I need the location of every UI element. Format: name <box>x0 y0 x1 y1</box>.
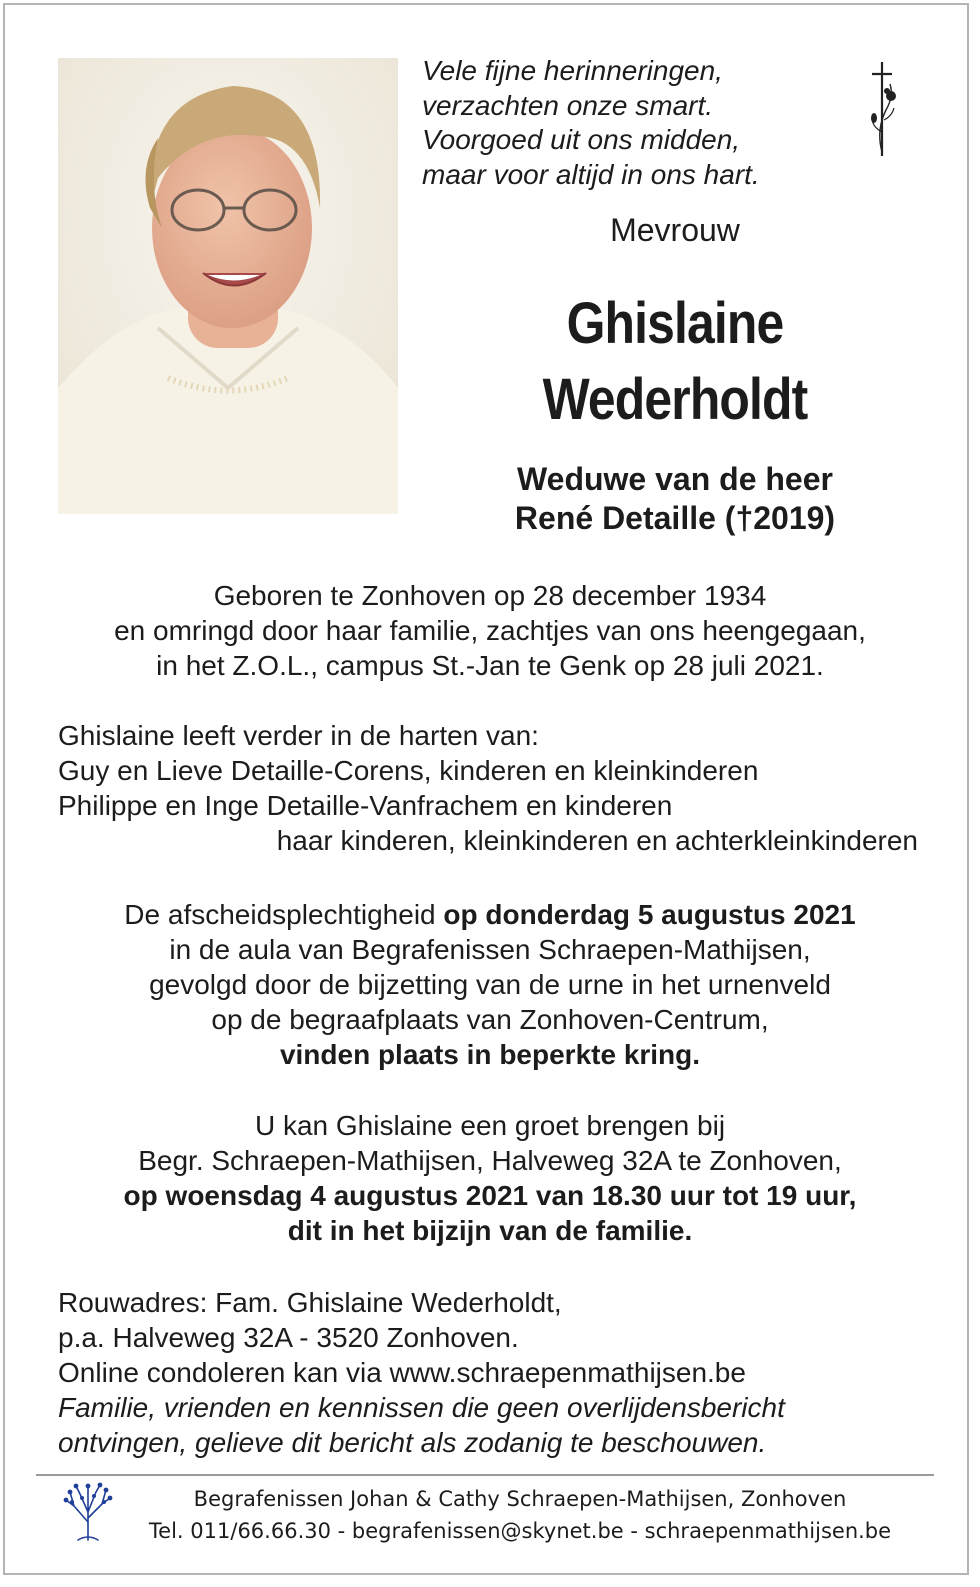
last-name: Wederholdt <box>542 367 808 432</box>
mourning-address-line: p.a. Halveweg 32A - 3520 Zonhoven. <box>58 1322 519 1353</box>
family-line: Guy en Lieve Detaille-Corens, kinderen en kleinkinderen <box>58 755 759 786</box>
text-line: Geboren te Zonhoven op 28 december 1934 <box>213 580 767 611</box>
mourning-address: Rouwadres: Fam. Ghislaine Wederholdt, <box>58 1287 562 1318</box>
funeral-home-name: Begrafenissen Johan & Cathy Schraepen-Mathijsen, Zonhoven <box>193 1487 847 1511</box>
poem-line: Voorgoed uit ons midden, <box>422 124 741 155</box>
text-line: Begr. Schraepen-Mathijsen, Halveweg 32A te Zonhoven, <box>138 1145 842 1176</box>
portrait-photo <box>58 58 398 514</box>
text-line: in het Z.O.L., campus St.-Jan te Genk op 28 juli 2021. <box>156 650 824 681</box>
deceased-name <box>473 286 877 438</box>
notice-text: Familie, vrienden en kennissen die geen overlijdensbericht <box>58 1392 785 1423</box>
spouse-line: Weduwe van de heer <box>517 461 833 497</box>
visit-time: op woensdag 4 augustus 2021 van 18.30 uur tot 19 uur, <box>123 1180 857 1211</box>
poem-line: verzachten onze smart. <box>422 89 714 121</box>
honorific: Mevrouw <box>610 212 740 248</box>
funeral-home-footer <box>100 1483 940 1547</box>
spouse-info <box>440 460 910 538</box>
poem-line: maar voor altijd in ons hart. <box>422 158 760 190</box>
ceremony-first-line <box>40 897 940 932</box>
memorial-poem <box>422 54 842 192</box>
condolence-link[interactable]: Online condoleren kan via www.schraepenmathijsen.be <box>58 1357 746 1388</box>
birth-death-info <box>40 578 940 683</box>
ceremony-info <box>40 897 940 1072</box>
ceremony-closing: vinden plaats in beperkte kring. <box>279 1039 701 1070</box>
visit-note: dit in het bijzijn van de familie. <box>287 1215 693 1246</box>
ceremony-date: op donderdag 5 augustus 2021 <box>443 899 856 930</box>
family-closing: haar kinderen, kleinkinderen en achterkleinkinderen <box>276 825 918 856</box>
notice-text: ontvingen, gelieve dit bericht als zodanig te beschouwen. <box>58 1427 767 1458</box>
cross-with-rose-icon <box>862 60 904 160</box>
spouse-line: René Detaille (†2019) <box>514 500 836 536</box>
poem-line: Vele fijne herinneringen, <box>422 55 723 86</box>
contact-info <box>58 1285 918 1460</box>
footer-divider <box>36 1474 934 1476</box>
first-name: Ghislaine <box>566 291 784 356</box>
text-line: gevolgd door de bijzetting van de urne in het urnenveld <box>149 969 831 1000</box>
family-intro: Ghislaine leeft verder in de harten van: <box>58 720 539 751</box>
text-line: U kan Ghislaine een groet brengen bij <box>254 1110 726 1141</box>
funeral-home-contact[interactable]: Tel. 011/66.66.30 - begrafenissen@skynet.be - schraepenmathijsen.be <box>148 1519 892 1543</box>
visitation-info <box>40 1108 940 1248</box>
text-line: en omringd door haar familie, zachtjes van ons heengegaan, <box>114 615 866 646</box>
ceremony-intro: De afscheidsplechtigheid <box>124 899 444 930</box>
text-line: in de aula van Begrafenissen Schraepen-Mathijsen, <box>169 934 811 965</box>
text-line: op de begraafplaats van Zonhoven-Centrum, <box>211 1004 769 1035</box>
family-list <box>58 718 918 858</box>
family-line: Philippe en Inge Detaille-Vanfrachem en kinderen <box>58 790 673 821</box>
